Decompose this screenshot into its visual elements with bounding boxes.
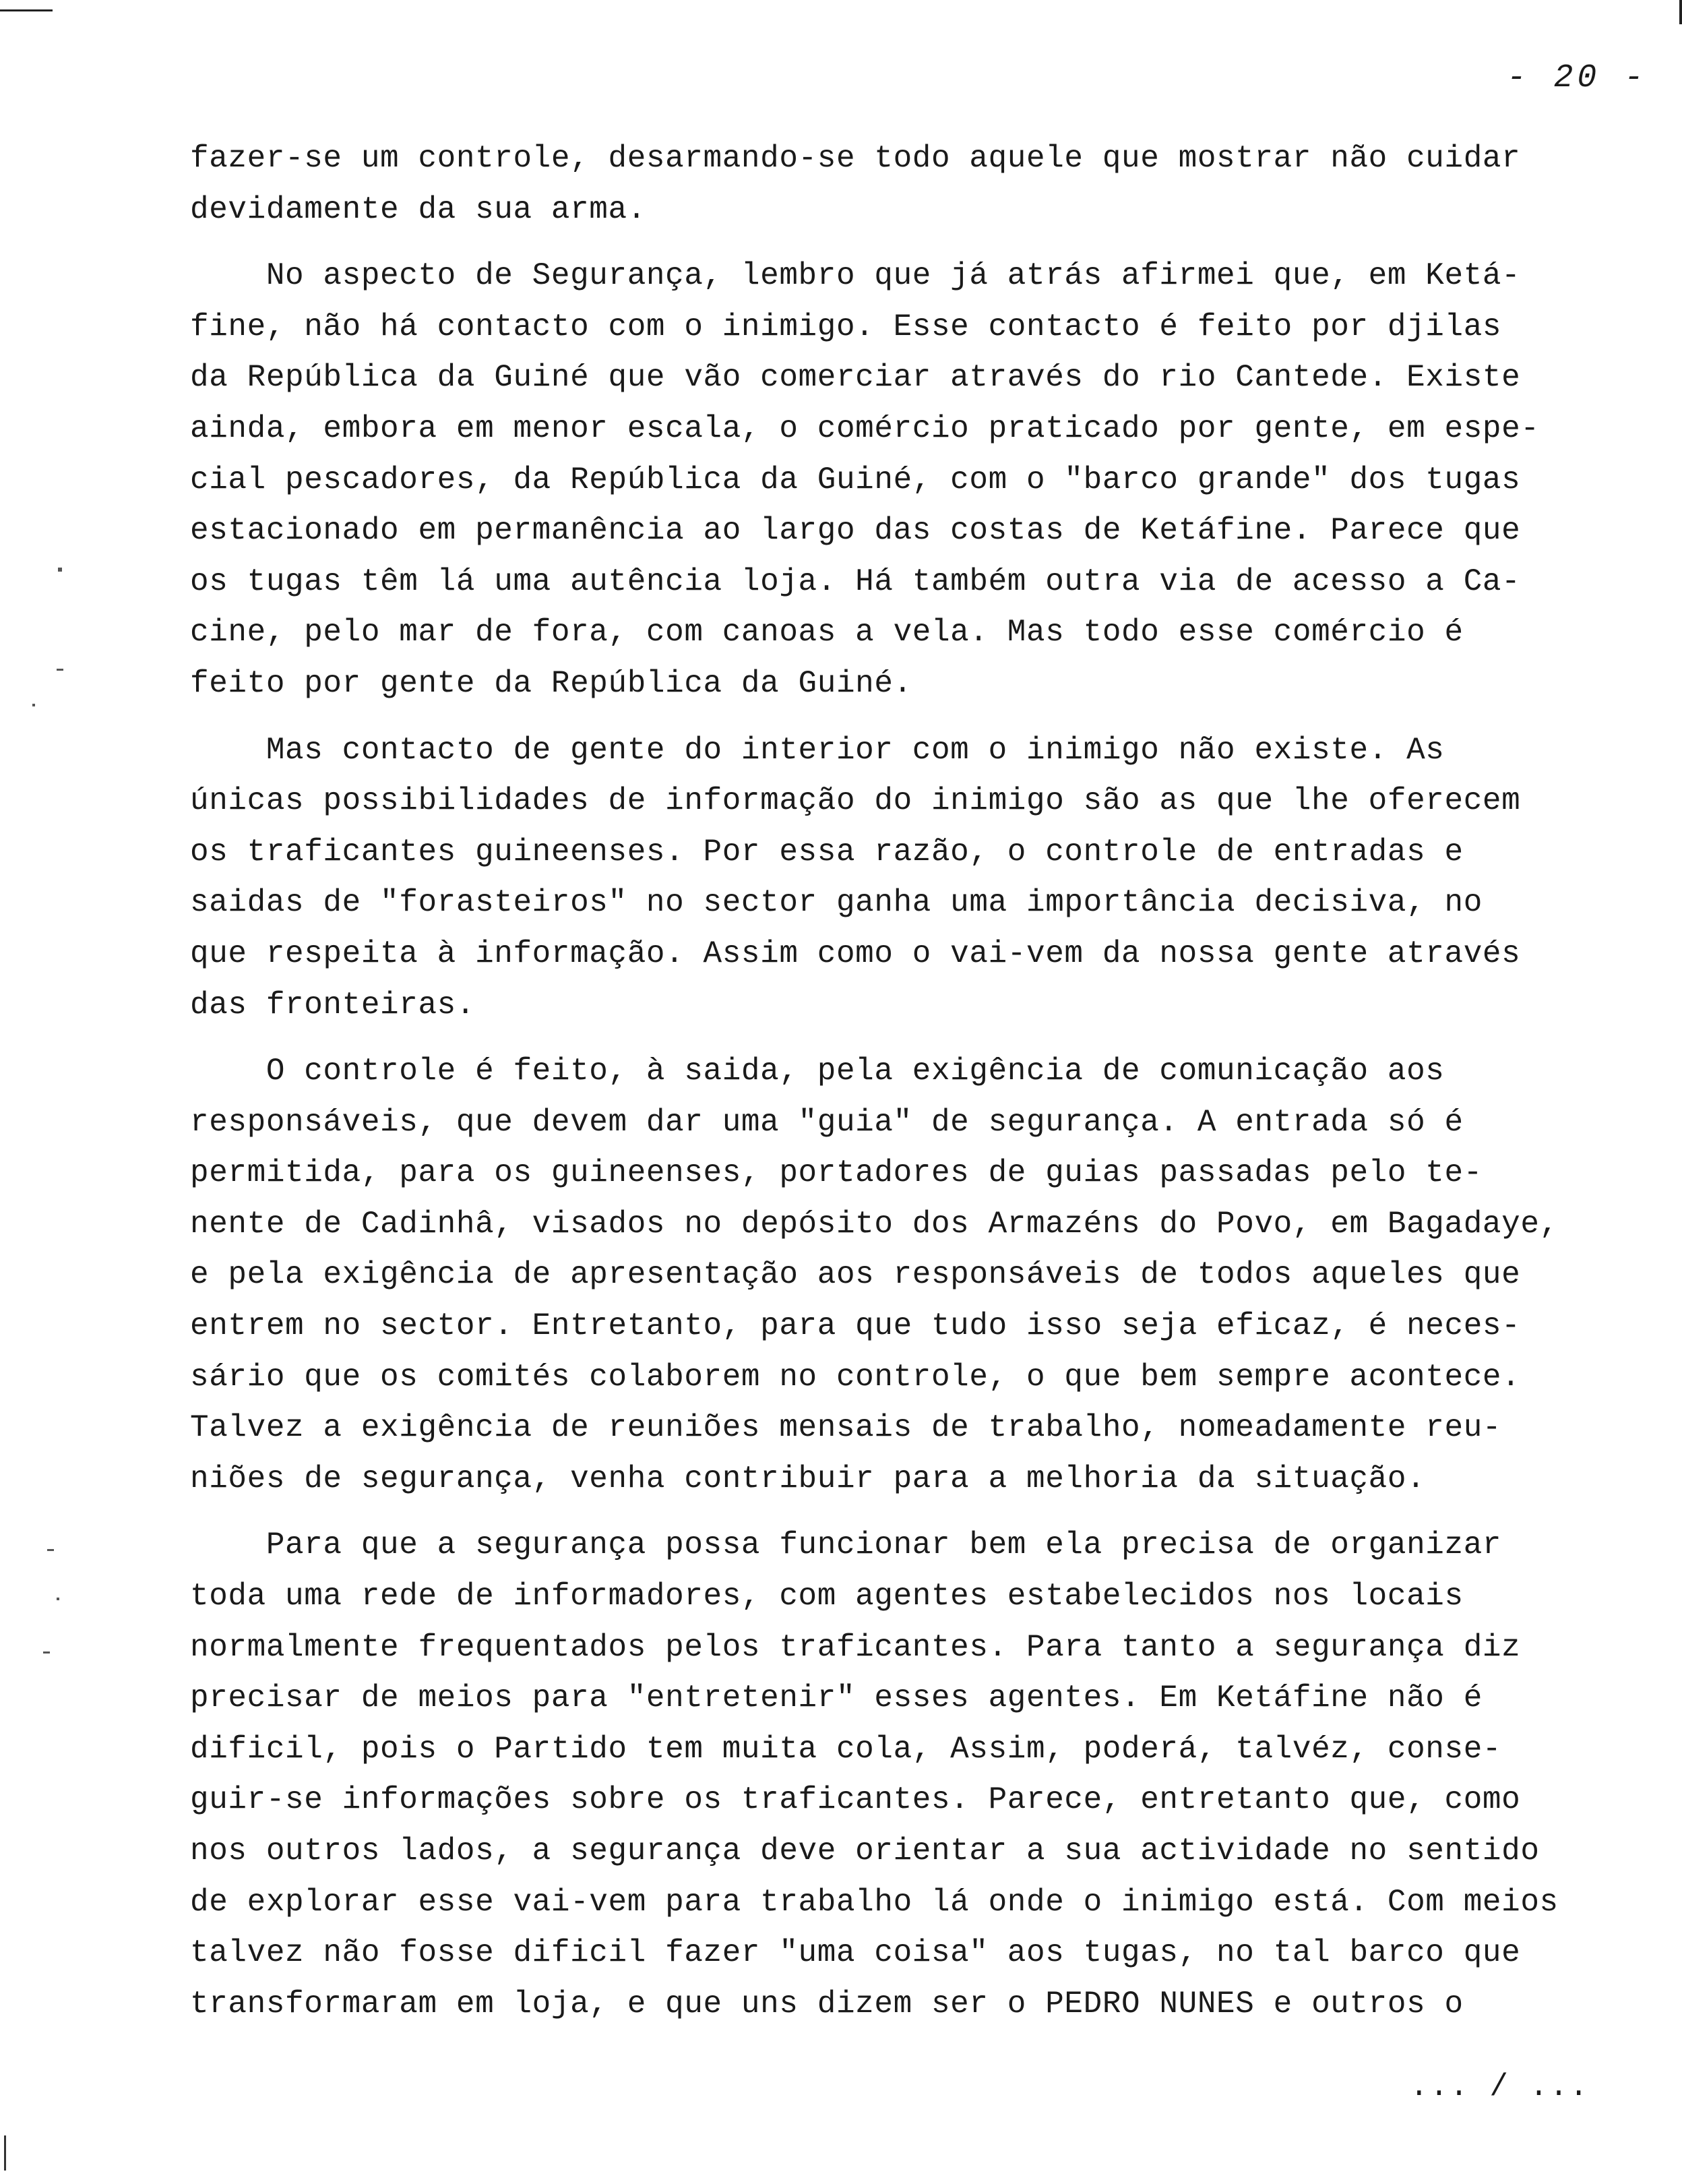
text-line: transformaram em loja, e que uns dizem ser o PEDRO NUNES e outros o	[190, 1986, 1464, 2022]
text-line: fazer-se um controle, desarmando-se todo aquele que mostrar não cuidar	[190, 141, 1521, 176]
text-line: dificil, pois o Partido tem muita cola, Assim, poderá, talvéz, conse-	[190, 1731, 1502, 1767]
text-line: saidas de "forasteiros" no sector ganha uma importância decisiva, no	[190, 885, 1483, 921]
text-line: Mas contacto de gente do interior com o inimigo não existe. As	[190, 732, 1445, 768]
text-line: nos outros lados, a segurança deve orientar a sua actividade no sentido	[190, 1833, 1540, 1869]
text-line: Talvez a exigência de reuniões mensais de trabalho, nomeadamente reu-	[190, 1410, 1502, 1446]
paragraph	[190, 1520, 1646, 2030]
text-line: cial pescadores, da República da Guiné, com o "barco grande" dos tugas	[190, 462, 1521, 497]
text-line: estacionado em permanência ao largo das costas de Ketáfine. Parece que	[190, 513, 1521, 549]
text-line: O controle é feito, à saida, pela exigência de comunicação aos	[190, 1054, 1445, 1089]
text-line: nente de Cadinhâ, visados no depósito dos Armazéns do Povo, em Bagadaye,	[190, 1206, 1559, 1242]
text-line: toda uma rede de informadores, com agentes estabelecidos nos locais	[190, 1579, 1464, 1614]
paragraph	[190, 133, 1646, 235]
text-line: entrem no sector. Entretanto, para que tudo isso seja eficaz, é neces-	[190, 1308, 1521, 1344]
text-line: cine, pelo mar de fora, com canoas a vela. Mas todo esse comércio é	[190, 615, 1464, 650]
text-line: ainda, embora em menor escala, o comércio praticado por gente, em espe-	[190, 411, 1540, 446]
continuation-marker: ... / ...	[1410, 2069, 1590, 2104]
text-line: os traficantes guineenses. Por essa razão, o controle de entradas e	[190, 834, 1464, 870]
text-line: responsáveis, que devem dar uma "guia" de segurança. A entrada só é	[190, 1104, 1464, 1140]
text-line: da República da Guiné que vão comerciar através do rio Cantede. Existe	[190, 360, 1521, 396]
text-line: sário que os comités colaborem no controle, o que bem sempre acontece.	[190, 1359, 1521, 1395]
text-line: de explorar esse vai-vem para trabalho lá onde o inimigo está. Com meios	[190, 1884, 1559, 1920]
page-number: - 20 -	[1507, 60, 1648, 96]
text-line: guir-se informações sobre os traficantes. Parece, entretanto que, como	[190, 1782, 1521, 1818]
text-line: niões de segurança, venha contribuir para a melhoria da situação.	[190, 1461, 1426, 1496]
paragraph	[190, 725, 1646, 1031]
text-line: feito por gente da República da Guiné.	[190, 665, 912, 701]
text-line: permitida, para os guineenses, portadores de guias passadas pelo te-	[190, 1155, 1483, 1191]
scan-edge-mark	[1679, 0, 1682, 24]
text-line: das fronteiras.	[190, 987, 476, 1023]
scan-edge-mark	[0, 9, 53, 11]
text-line: e pela exigência de apresentação aos responsáveis de todos aqueles que	[190, 1257, 1521, 1293]
scan-edge-mark	[4, 2135, 6, 2171]
text-line: Para que a segurança possa funcionar bem ela precisa de organizar	[190, 1527, 1502, 1563]
text-line: talvez não fosse dificil fazer "uma coisa" aos tugas, no tal barco que	[190, 1935, 1521, 1971]
text-line: normalmente frequentados pelos traficantes. Para tanto a segurança diz	[190, 1629, 1521, 1665]
text-line: precisar de meios para "entretenir" esses agentes. Em Ketáfine não é	[190, 1680, 1483, 1716]
text-line: No aspecto de Segurança, lembro que já atrás afirmei que, em Ketá-	[190, 258, 1521, 294]
text-line: que respeita à informação. Assim como o vai-vem da nossa gente através	[190, 936, 1521, 971]
paragraph	[190, 1046, 1646, 1505]
text-line: únicas possibilidades de informação do inimigo são as que lhe oferecem	[190, 783, 1521, 819]
text-line: devidamente da sua arma.	[190, 191, 646, 227]
typewritten-text-body	[190, 133, 1646, 2030]
paragraph	[190, 251, 1646, 709]
text-line: fine, não há contacto com o inimigo. Esse contacto é feito por djilas	[190, 309, 1502, 344]
text-line: os tugas têm lá uma autência loja. Há também outra via de acesso a Ca-	[190, 564, 1521, 599]
